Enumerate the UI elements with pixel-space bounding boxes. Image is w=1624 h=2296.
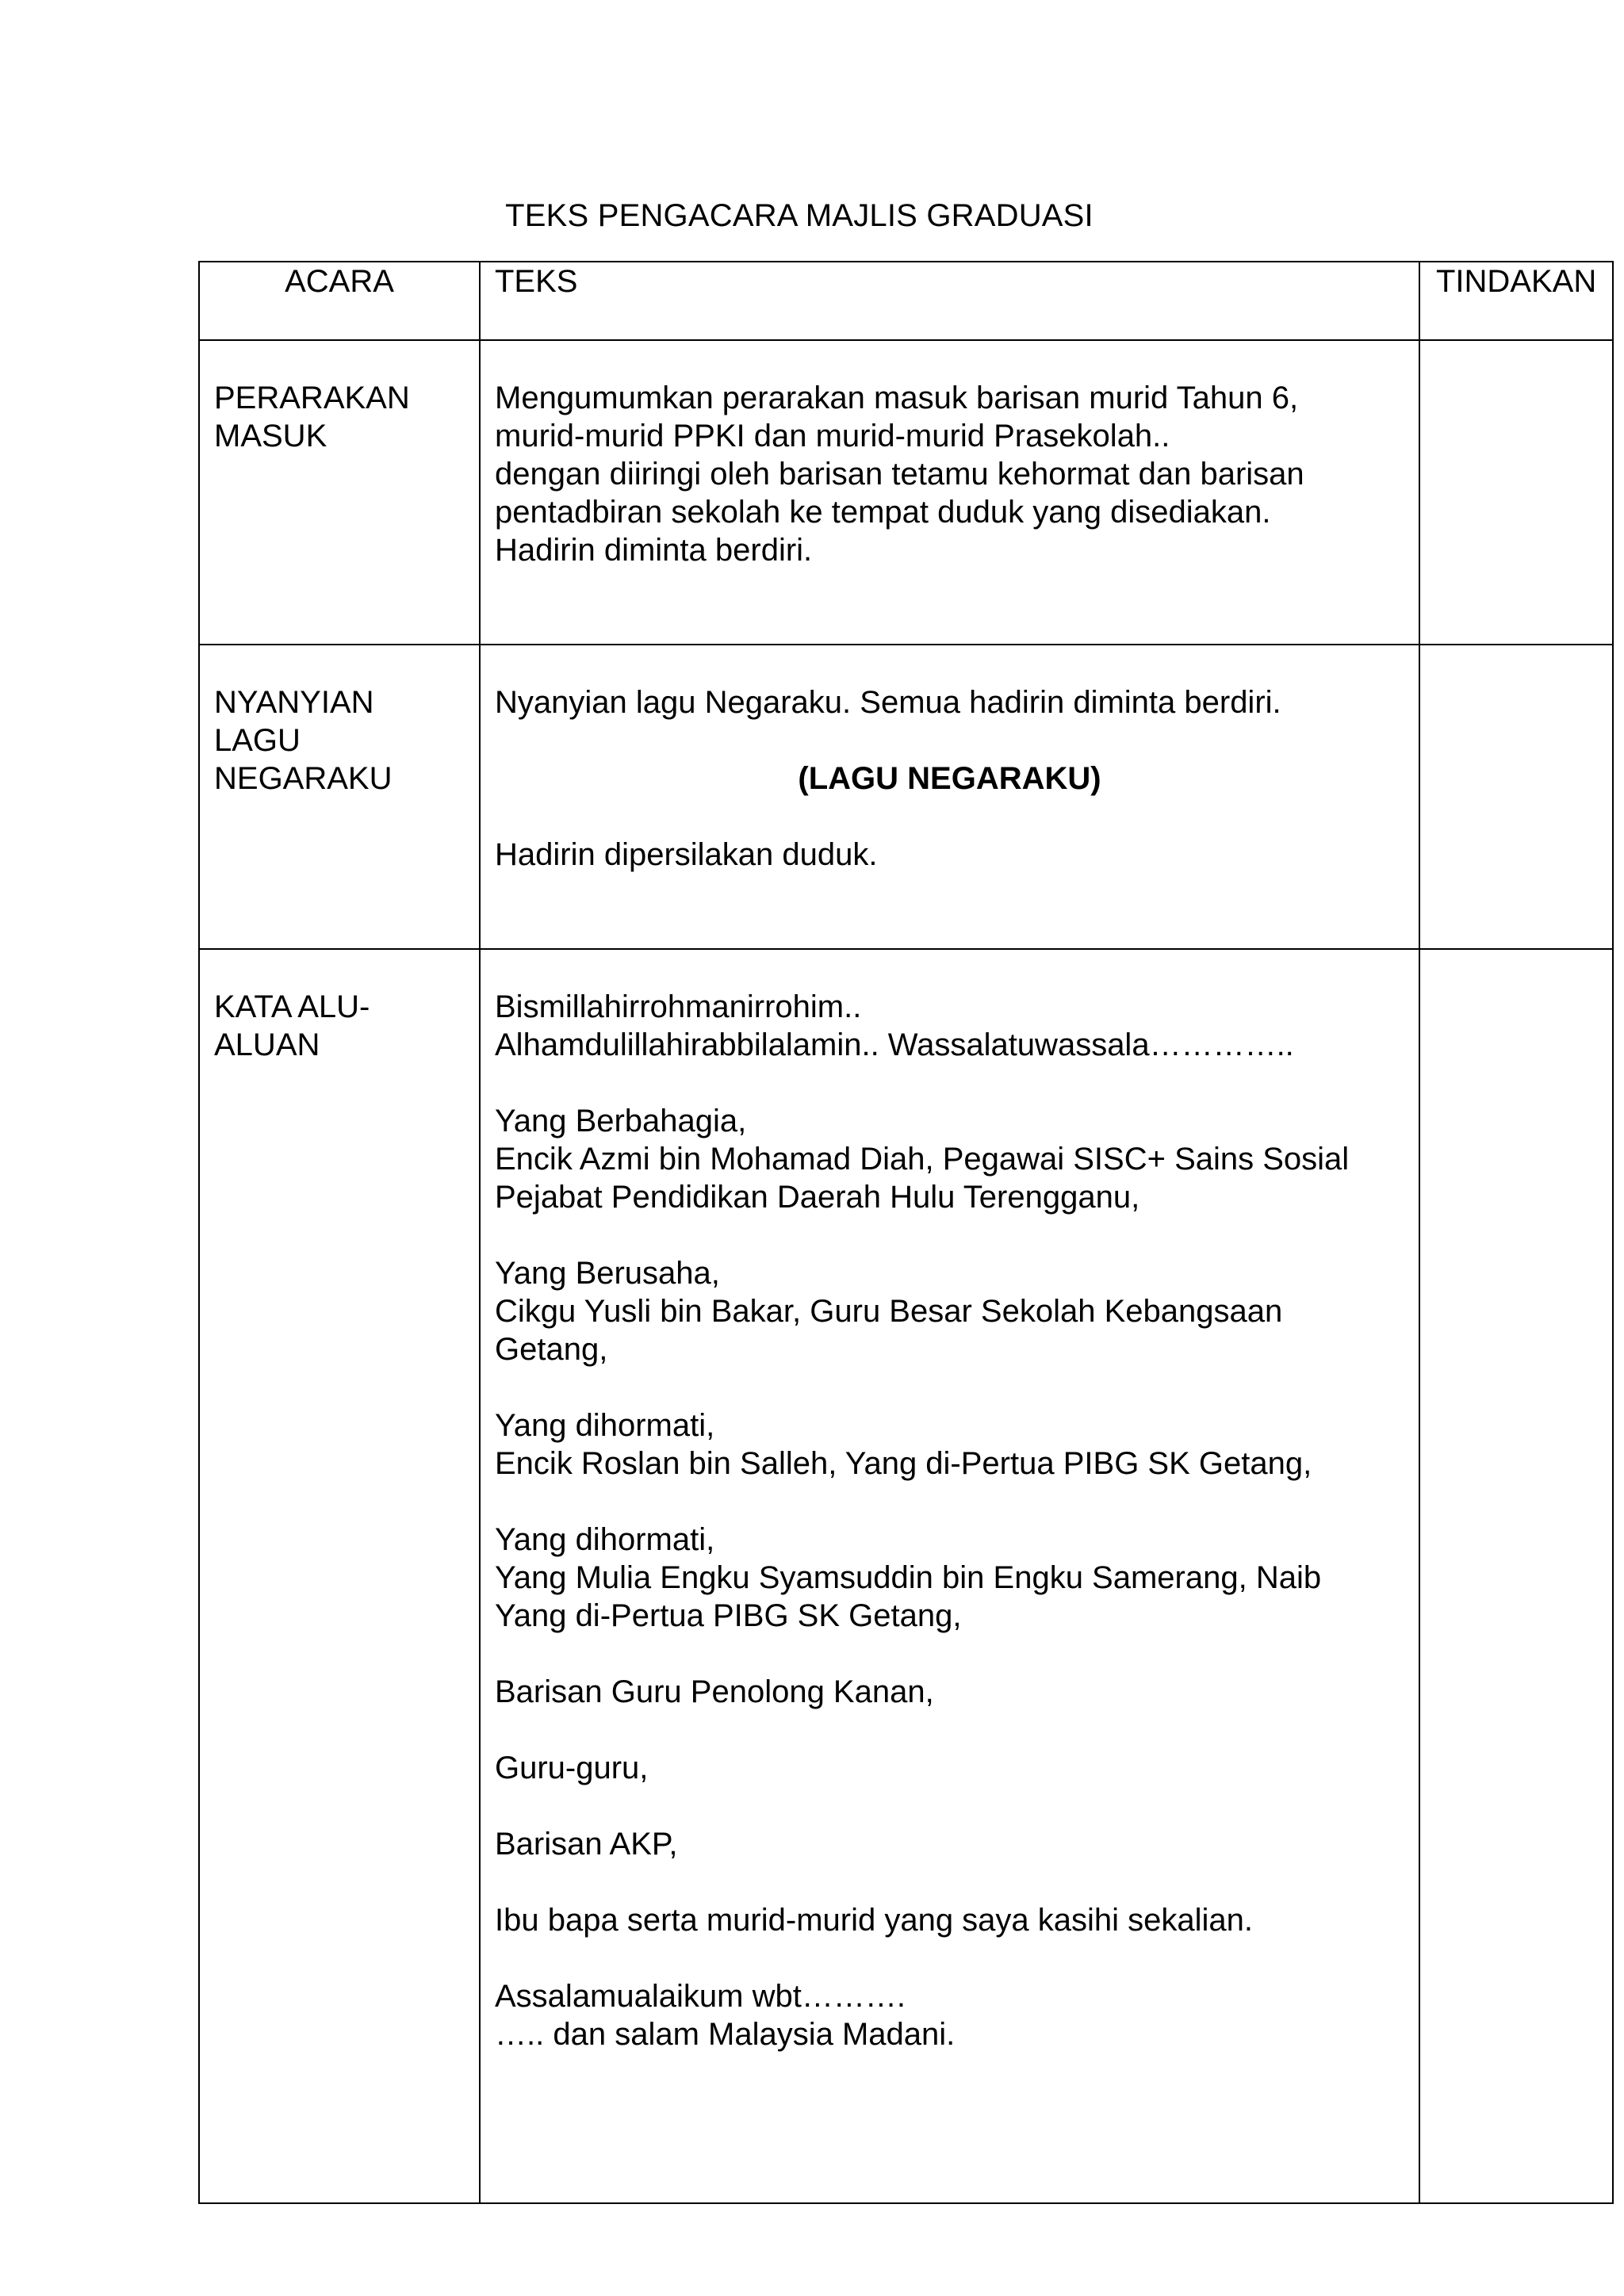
teks-line: ….. dan salam Malaysia Madani. [495, 2017, 956, 2052]
acara-line: ALUAN [214, 1027, 320, 1062]
header-acara-label: ACARA [285, 264, 394, 299]
document-title-text: TEKS PENGACARA MAJLIS GRADUASI [505, 198, 1094, 233]
program-table [198, 261, 1614, 2204]
table-row-kata-aluan [199, 949, 1613, 2203]
speech-paragraph [495, 988, 1404, 1064]
teks-cell [480, 645, 1419, 949]
acara-line: KATA ALU- [214, 989, 370, 1024]
acara-line: LAGU [214, 723, 301, 758]
teks-line: Guru-guru, [495, 1751, 649, 1785]
table-row-negaraku [199, 645, 1613, 949]
header-teks [480, 262, 1419, 340]
header-teks-label: TEKS [495, 264, 578, 299]
header-tindakan-label: TINDAKAN [1436, 264, 1597, 299]
song-title: (LAGU NEGARAKU) [798, 761, 1101, 796]
teks-cell [480, 340, 1419, 645]
tindakan-cell [1419, 949, 1613, 2203]
teks-line: Bismillahirrohmanirrohim.. [495, 989, 862, 1024]
teks-line: pentadbiran sekolah ke tempat duduk yang disediakan. [495, 495, 1271, 530]
speech-paragraph [495, 1977, 1404, 2053]
acara-line: MASUK [214, 419, 327, 453]
speech-paragraph [495, 1406, 1404, 1483]
table-header-row [199, 262, 1613, 340]
header-acara [199, 262, 480, 340]
teks-line: Mengumumkan perarakan masuk barisan murid Tahun 6, [495, 381, 1299, 415]
speech-paragraph [495, 1673, 1404, 1711]
teks-line: Yang Mulia Engku Syamsuddin bin Engku Samerang, Naib [495, 1560, 1322, 1595]
speech-paragraph [495, 1102, 1404, 1216]
teks-line: Hadirin diminta berdiri. [495, 533, 813, 568]
speech-paragraph [495, 1749, 1404, 1787]
teks-line: Hadirin dipersilakan duduk. [495, 837, 878, 872]
speech-paragraph [495, 1901, 1404, 1939]
acara-cell [199, 949, 480, 2203]
teks-line: Barisan Guru Penolong Kanan, [495, 1674, 934, 1709]
speech-paragraph [495, 1825, 1404, 1863]
teks-line: Pejabat Pendidikan Daerah Hulu Terengganu, [495, 1180, 1140, 1215]
teks-line: dengan diiringi oleh barisan tetamu kehormat dan barisan [495, 457, 1304, 492]
teks-line: Yang dihormati, [495, 1408, 715, 1443]
teks-line: Yang Berbahagia, [495, 1104, 747, 1138]
teks-line: Cikgu Yusli bin Bakar, Guru Besar Sekolah Kebangsaan [495, 1294, 1283, 1329]
tindakan-cell [1419, 340, 1613, 645]
acara-line: NYANYIAN [214, 685, 374, 720]
teks-cell [480, 949, 1419, 2203]
acara-cell [199, 645, 480, 949]
teks-line: Getang, [495, 1332, 608, 1367]
header-tindakan [1419, 262, 1613, 340]
speech-paragraph [495, 1521, 1404, 1635]
table-row-perarakan [199, 340, 1613, 645]
teks-line: Yang dihormati, [495, 1522, 715, 1557]
speech-paragraph [495, 1254, 1404, 1368]
teks-line: Yang Berusaha, [495, 1256, 720, 1291]
acara-line: PERARAKAN [214, 381, 410, 415]
teks-line: Alhamdulillahirabbilalamin.. Wassalatuwassala………….. [495, 1027, 1294, 1062]
teks-line: Encik Roslan bin Salleh, Yang di-Pertua PIBG SK Getang, [495, 1446, 1312, 1481]
acara-line: NEGARAKU [214, 761, 393, 796]
acara-cell [199, 340, 480, 645]
teks-line: Nyanyian lagu Negaraku. Semua hadirin diminta berdiri. [495, 685, 1281, 720]
teks-line: murid-murid PPKI dan murid-murid Prasekolah.. [495, 419, 1170, 453]
teks-line: Assalamualaikum wbt………. [495, 1979, 906, 2014]
teks-line: Yang di-Pertua PIBG SK Getang, [495, 1598, 962, 1633]
teks-line: Ibu bapa serta murid-murid yang saya kasihi sekalian. [495, 1903, 1254, 1938]
teks-line: Encik Azmi bin Mohamad Diah, Pegawai SISC+ Sains Sosial [495, 1142, 1350, 1177]
document-title [0, 195, 1624, 236]
teks-line: Barisan AKP, [495, 1827, 678, 1862]
tindakan-cell [1419, 645, 1613, 949]
